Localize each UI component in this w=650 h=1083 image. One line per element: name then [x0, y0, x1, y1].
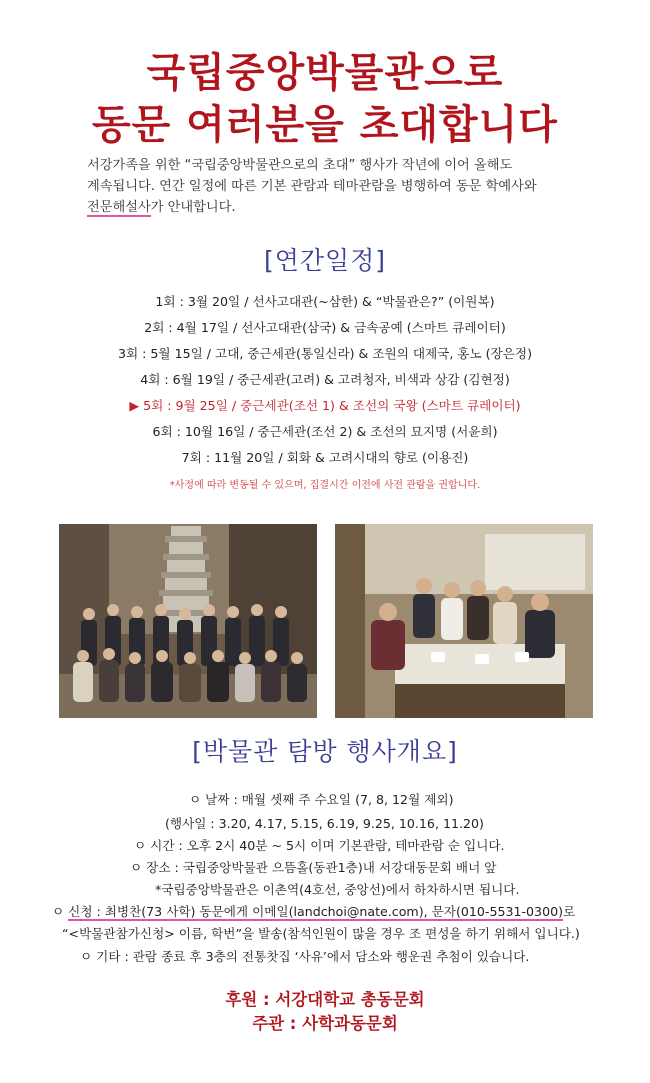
overview-apply-line2: “<박물관참가신청> 이름, 학번”을 발송(참석인원이 많을 경우 조 편성을 하기 위해서 입니다.): [62, 926, 580, 941]
sponsor-line: 후원 : 서강대학교 총동문회: [225, 990, 425, 1009]
meeting-photo-table: [335, 524, 593, 718]
schedule-note: *사정에 따라 변동될 수 있으며, 집결시간 이전에 사전 관람을 권합니다.: [169, 480, 481, 491]
schedule-heading: [연간일정]: [263, 246, 387, 275]
schedule-row: 3회 : 5월 15일 / 고대, 중근세관(통일신라) & 조원의 대제국, 홍노 (장은정): [117, 346, 533, 361]
apply-phone-underlined: 문자(010-5531-0300): [431, 904, 564, 919]
intro-line: [87, 197, 577, 218]
schedule-row: 4회 : 6월 19일 / 중근세관(고려) & 고려청자, 비색과 상감 (김현정): [140, 372, 510, 387]
schedule-row-highlighted: ▶ 5회 : 9월 25일 / 중근세관(조선 1) & 조선의 국왕 (스마트 큐레이터): [129, 398, 521, 413]
overview-apply: [52, 902, 575, 922]
group-photo-pagoda: [59, 524, 317, 718]
overview-time: ㅇ 시간 : 오후 2시 40분 ~ 5시 이며 기본관람, 테마관람 순 입니다.: [134, 838, 505, 853]
overview-etc: ㅇ 기타 : 관람 종료 후 3층의 전통찻집 ‘사유’에서 담소와 행운권 추첨이 있습니다.: [80, 949, 530, 964]
overview-place: ㅇ 장소 : 국립중앙박물관 으뜸홀(동관1층)내 서강대동문회 배너 앞: [130, 860, 497, 875]
apply-email: 동문에게 이메일(landchoi@nate.com),: [195, 904, 432, 919]
apply-contact-underlined: 신청 : 최병찬(73 사학): [68, 904, 196, 919]
schedule-row: 7회 : 11월 20일 / 회화 & 고려시대의 향로 (이용진): [181, 450, 469, 465]
apply-prefix: ㅇ: [52, 904, 69, 919]
intro-underlined-text: 전문해설사: [87, 200, 151, 215]
overview-dates-list: (행사일 : 3.20, 4.17, 5.15, 6.19, 9.25, 10.16, 11.20): [165, 816, 484, 831]
schedule-row: 6회 : 10월 16일 / 중근세관(조선 2) & 조선의 묘지명 (서윤희): [152, 424, 498, 439]
organizer-line: 주관 : 사학과동문회: [252, 1014, 398, 1033]
title-line-2: 동문 여러분을 초대합니다: [92, 102, 558, 148]
overview-date: ㅇ 날짜 : 매월 셋째 주 수요일 (7, 8, 12월 제외): [189, 792, 454, 807]
schedule-row: 1회 : 3월 20일 / 선사고대관(~삼한) & “박물관은?” (이원복): [155, 294, 495, 309]
schedule-row: 2회 : 4월 17일 / 선사고대관(삼국) & 금속공예 (스마트 큐레이터): [144, 320, 506, 335]
intro-line: 서강가족을 위한 “국립중앙박물관으로의 초대” 행사가 작년에 이어 올해도: [87, 158, 513, 173]
intro-line-rest: 가 안내합니다.: [150, 200, 236, 215]
overview-heading: [박물관 탐방 행사개요]: [192, 737, 458, 766]
title-line-1: 국립중앙박물관으로: [146, 50, 504, 96]
intro-line: 계속됩니다. 연간 일정에 따른 기본 관람과 테마관람을 병행하여 동문 학예사와: [87, 179, 537, 194]
overview-place-note: *국립중앙박물관은 이촌역(4호선, 중앙선)에서 하차하시면 됩니다.: [155, 882, 520, 897]
apply-end: 로: [563, 904, 576, 919]
intro-paragraph: [87, 155, 577, 218]
